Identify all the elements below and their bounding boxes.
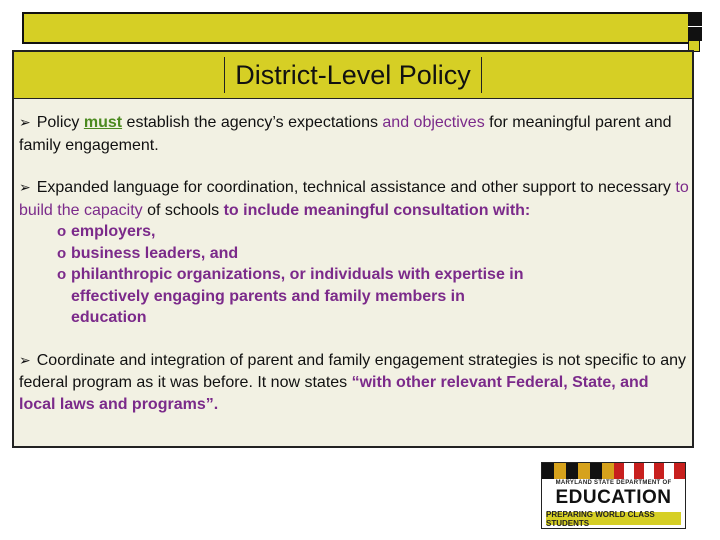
arrow-bullet-icon: ➢ [19, 352, 31, 369]
bullet-3-text-a: Coordinate and integration of parent and family engagement strategies is not specific to any federal program as it was before. It now states [19, 351, 687, 391]
logo-tagline: PREPARING WORLD CLASS STUDENTS [546, 512, 681, 525]
emphasis-capacity: to build the capacity [19, 179, 689, 219]
title-bar [14, 52, 692, 99]
bullet-1-text-a: Policy [36, 114, 84, 131]
flag-stripe [542, 463, 685, 479]
emphasis-consultation: to include meaningful consultation [223, 201, 489, 219]
quote-close: ”. [205, 395, 219, 413]
list-item [59, 264, 541, 329]
sub-item-text: business leaders, and [71, 244, 239, 262]
list-item [59, 221, 689, 243]
circle-bullet-icon: o [57, 244, 67, 262]
list-item [59, 243, 689, 265]
arrow-bullet-icon: ➢ [19, 180, 31, 196]
content-box [12, 50, 694, 448]
sub-list [19, 221, 689, 329]
sub-item-text: philanthropic organizations, or individuals with expertise in effectively engaging parents and family members in education [71, 266, 524, 326]
bullet-3 [19, 350, 689, 416]
slide-title: District-Level Policy [224, 57, 482, 93]
emphasis-laws: with other relevant Federal, State, and local laws and programs [19, 374, 649, 413]
bullet-1-text-c: for meaningful parent and family engagement. [19, 114, 672, 154]
bullet-1 [19, 112, 689, 156]
msde-logo [541, 462, 686, 529]
circle-bullet-icon: o [57, 223, 67, 240]
bullet-2-text-a: Expanded language for coordination, technical assistance and other support to necessary [36, 179, 676, 196]
bullet-2-text-b: of schools [142, 201, 224, 219]
top-accent-bar [22, 12, 688, 44]
bullet-1-text-b: establish the agency’s expectations [122, 114, 383, 131]
logo-title: EDUCATION [555, 487, 672, 508]
corner-square-2 [688, 27, 702, 41]
emphasis-must: must [83, 114, 123, 131]
emphasis-objectives: and objectives [382, 114, 485, 131]
logo-subtitle: MARYLAND STATE DEPARTMENT OF [555, 480, 672, 486]
circle-bullet-icon: o [57, 266, 67, 283]
corner-square-1 [688, 12, 702, 26]
quote-open: “ [351, 374, 360, 391]
slide-content [19, 112, 689, 436]
sub-item-text: employers, [71, 223, 156, 240]
bullet-2 [19, 177, 689, 329]
emphasis-with: with: [492, 201, 531, 219]
arrow-bullet-icon: ➢ [19, 115, 31, 131]
